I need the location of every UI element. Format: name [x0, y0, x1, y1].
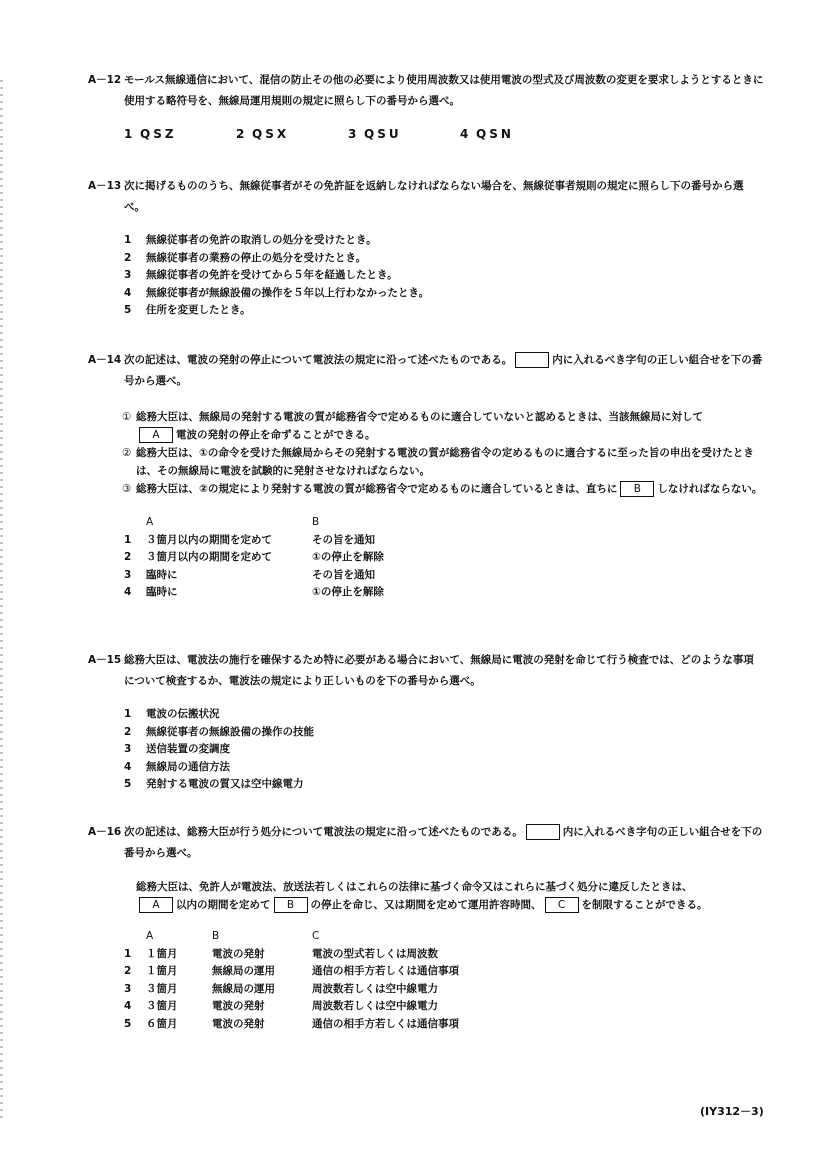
- statement-2: ② 総務大臣は、①の命令を受けた無線局からその発射する電波の質が総務省令の定めるものに適合するに至った旨の申出を受けたときは、その無線局に電波を試験的に発射させなければならない。: [122, 447, 754, 477]
- column-header-a: A: [146, 516, 154, 528]
- option: 3 無線従事者の免許を受けてから５年を経過したとき。: [124, 269, 398, 281]
- question-a15-text: A－15 総務大臣は、電波法の施行を確保するため特に必要がある場合において、無線局に電波の発射を命じて行う検査では、どのような事項について検査するか、電波法の規定により正しいものを下の番号から選べ。: [88, 650, 764, 692]
- question-a13-number: A－13: [88, 180, 122, 192]
- table-row: 1 １箇月 電波の発射 電波の型式若しくは周波数: [124, 947, 438, 960]
- question-a16-statement: 総務大臣は、免許人が電波法、放送法若しくはこれらの法律に基づく命令又はこれらに基づく処分に違反したときは、 A 以内の期間を定めて B の停止を命じ、又は期間を定めて運用許容時間、 C を制限することができる。: [136, 881, 708, 911]
- option: 3 送信装置の変調度: [124, 743, 230, 755]
- column-header-b: B: [312, 516, 320, 528]
- statement-1: ① 総務大臣は、無線局の発射する電波の質が総務省令で定めるものに適合していないと認めるときは、当該無線局に対して A 電波の発射の停止を命ずることができる。: [122, 411, 703, 441]
- blank-box: [526, 824, 560, 840]
- table-row: 3 臨時に その旨を通知: [124, 568, 375, 581]
- option: 1 QSZ: [124, 127, 177, 141]
- question-a14: [88, 350, 764, 602]
- scan-edge-mark: [0, 80, 3, 1120]
- table-row: 1 ３箇月以内の期間を定めて その旨を通知: [124, 533, 375, 546]
- blank-box-b: B: [620, 481, 654, 497]
- blank-box-b: B: [274, 897, 308, 913]
- blank-box-a: A: [139, 897, 173, 913]
- option: 5 発射する電波の質又は空中線電力: [124, 778, 304, 790]
- question-a13: [88, 176, 764, 320]
- option: 4 QSN: [460, 127, 514, 141]
- question-a15-options: [124, 706, 764, 794]
- blank-box-a: A: [139, 427, 173, 443]
- option: 4 無線従事者が無線設備の操作を５年以上行わなかったとき。: [124, 286, 430, 299]
- page-code: (IY312－3): [700, 1105, 764, 1118]
- question-a12: [88, 70, 764, 141]
- question-a15-number: A－15: [88, 654, 122, 666]
- question-a16-number: A－16: [88, 826, 122, 838]
- question-a12-options: [124, 127, 764, 141]
- statement-3: ③ 総務大臣は、②の規定により発射する電波の質が総務省令で定めるものに適合しているときは、直ちに B しなければならない。: [122, 483, 763, 495]
- column-header-c: C: [312, 930, 320, 942]
- question-a13-text: A－13 次に掲げるもののうち、無線従事者がその免許証を返納しなければならない場合を、無線従事者規則の規定に照らし下の番号から選べ。: [88, 176, 764, 218]
- option: 3 QSU: [348, 127, 402, 141]
- question-a16-text: A－16 次の記述は、総務大臣が行う処分について電波法の規定に沿って述べたものである。 内に入れるべき字句の正しい組合せを下の番号から選べ。: [88, 822, 764, 864]
- option: 4 無線局の通信方法: [124, 760, 230, 773]
- question-a12-number: A－12: [88, 74, 122, 86]
- option: 2 無線従事者の業務の停止の処分を受けたとき。: [124, 251, 367, 264]
- table-row: 5 ６箇月 電波の発射 通信の相手方若しくは通信事項: [124, 1017, 459, 1030]
- table-row: 4 臨時に ①の停止を解除: [124, 586, 384, 598]
- table-row: 4 ３箇月 電波の発射 周波数若しくは空中線電力: [124, 1000, 438, 1012]
- option: 1 電波の伝搬状況: [124, 708, 220, 720]
- question-a16-answer-table: [124, 928, 459, 1033]
- question-a14-number: A－14: [88, 354, 122, 366]
- question-a15: [88, 650, 764, 794]
- column-header-b: B: [212, 930, 220, 942]
- table-row: 2 ３箇月以内の期間を定めて ①の停止を解除: [124, 551, 384, 563]
- blank-box: [515, 352, 549, 368]
- table-row: 3 ３箇月 無線局の運用 周波数若しくは空中線電力: [124, 982, 438, 995]
- question-a13-options: [124, 232, 764, 320]
- option: 2 無線従事者の無線設備の操作の技能: [124, 725, 314, 738]
- table-row: 2 １箇月 無線局の運用 通信の相手方若しくは通信事項: [124, 965, 459, 977]
- option: 1 無線従事者の免許の取消しの処分を受けたとき。: [124, 234, 377, 246]
- question-a12-text: A－12 モールス無線通信において、混信の防止その他の必要により使用周波数又は使用電波の型式及び周波数の変更を要求しようとするときに使用する略符号を、無線局運用規則の規定に照らし下の番号から選べ。: [88, 70, 764, 112]
- question-a14-text: A－14 次の記述は、電波の発射の停止について電波法の規定に沿って述べたものである。 内に入れるべき字句の正しい組合せを下の番号から選べ。: [88, 350, 764, 392]
- option: 5 住所を変更したとき。: [124, 304, 251, 316]
- question-a14-answer-table: [124, 514, 384, 602]
- column-header-a: A: [146, 930, 154, 942]
- blank-box-c: C: [545, 897, 579, 913]
- question-a16: [88, 822, 764, 1033]
- option: 2 QSX: [236, 127, 290, 141]
